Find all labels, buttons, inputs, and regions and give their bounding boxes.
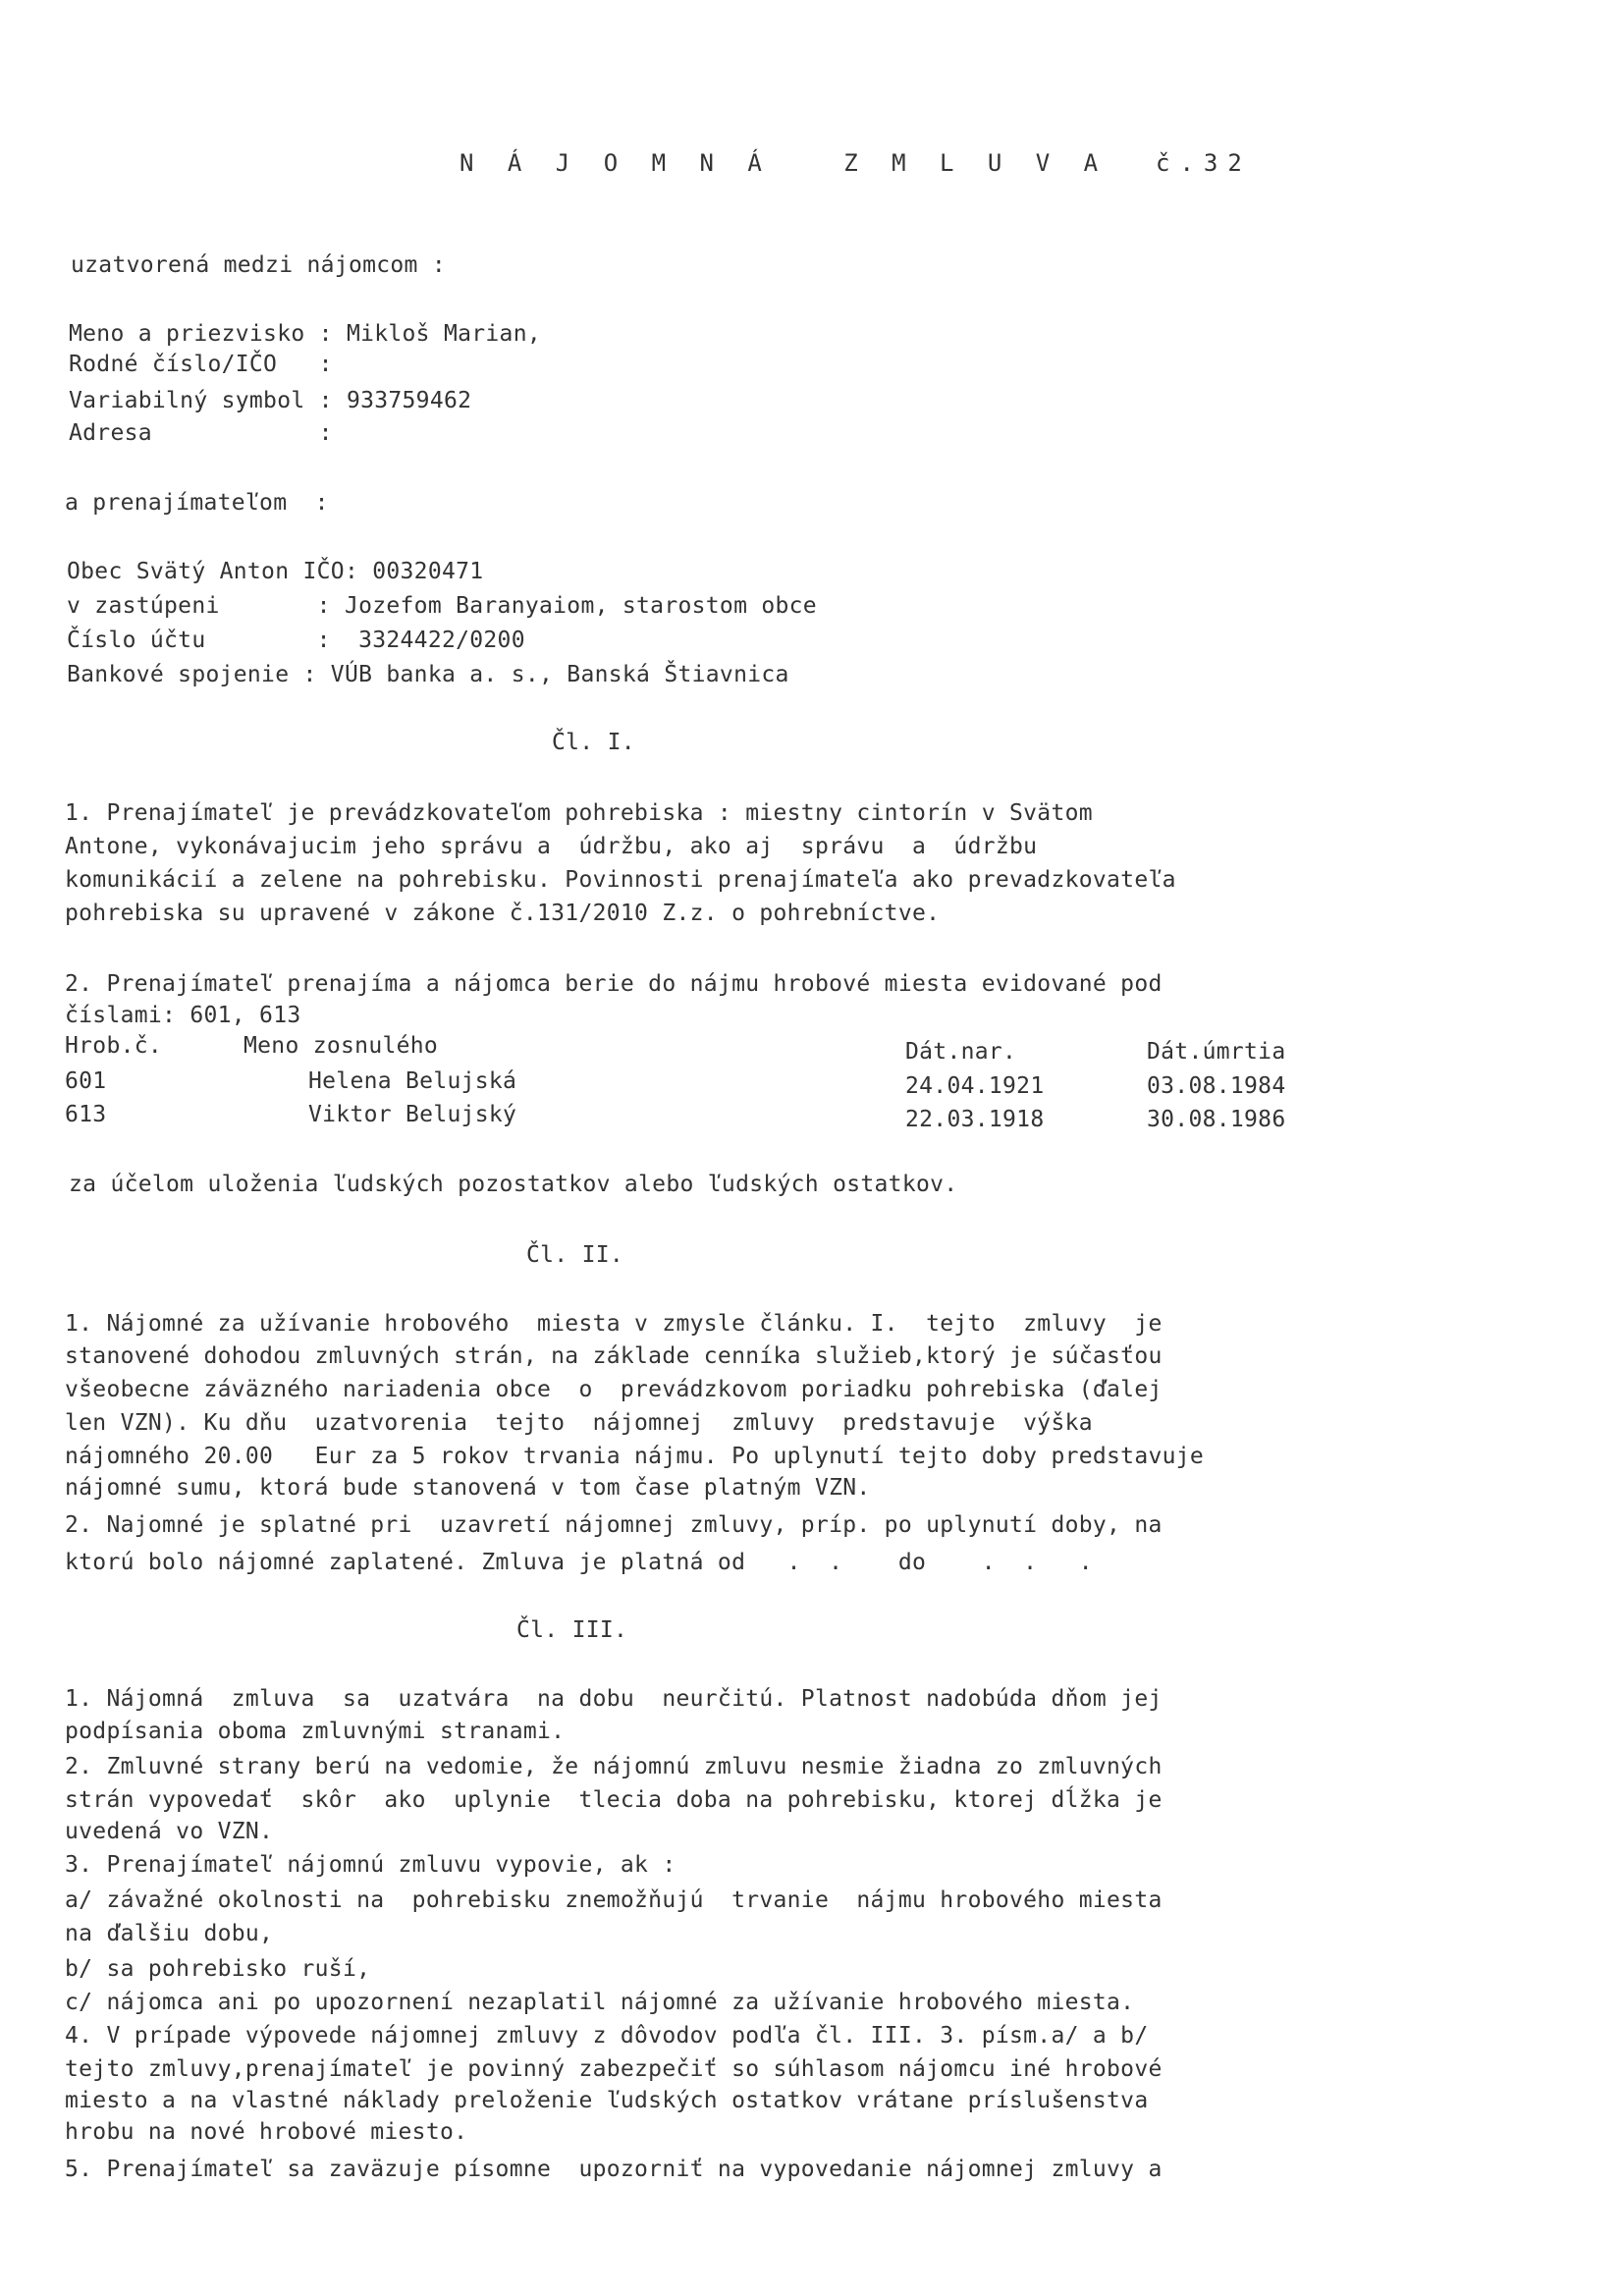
art1-p1-line-1: 1. Prenajímateľ je prevádzkovateľom pohrebiska : miestny cintorín v Svätom bbox=[65, 800, 1093, 826]
table-header-birth: Dát.nar. bbox=[905, 1039, 1017, 1065]
table-row-1-name: Helena Belujská bbox=[308, 1068, 517, 1094]
art1-p2-line-1: 2. Prenajímateľ prenajíma a nájomca berie do nájmu hrobové miesta evidované pod bbox=[65, 971, 1163, 997]
article-1-heading: Čl. I. bbox=[552, 730, 635, 755]
table-row-1-birth: 24.04.1921 bbox=[905, 1073, 1045, 1099]
tenant-id-line: Rodné číslo/IČO : bbox=[69, 352, 333, 377]
table-header-death: Dát.úmrtia bbox=[1147, 1039, 1286, 1065]
table-header-name: Meno zosnulého bbox=[243, 1033, 439, 1059]
art3-line-8: na ďalšiu dobu, bbox=[65, 1921, 274, 1946]
art3-line-13: miesto a na vlastné náklady preloženie ľudských ostatkov vrátane príslušenstva bbox=[65, 2088, 1149, 2113]
art2-line-8: ktorú bolo nájomné zaplatené. Zmluva je platná od . . do . . . bbox=[65, 1550, 1093, 1575]
art3-line-11: 4. V prípade výpovede nájomnej zmluvy z dôvodov podľa čl. III. 3. písm.a/ a b/ bbox=[65, 2023, 1149, 2049]
art2-line-7: 2. Najomné je splatné pri uzavretí nájomnej zmluvy, príp. po uplynutí doby, na bbox=[65, 1512, 1163, 1538]
landlord-bank-line: Bankové spojenie : VÚB banka a. s., Banská Štiavnica bbox=[67, 662, 789, 687]
art1-p1-line-3: komunikácií a zelene na pohrebisku. Povinnosti prenajímateľa ako prevadzkovateľa bbox=[65, 867, 1176, 893]
art2-line-3: všeobecne záväzného nariadenia obce o prevádzkovom poriadku pohrebiska (ďalej bbox=[65, 1377, 1163, 1402]
art3-line-9: b/ sa pohrebisko ruší, bbox=[65, 1956, 371, 1982]
table-header-grave-no: Hrob.č. bbox=[65, 1033, 163, 1059]
art1-p1-line-4: pohrebiska su upravené v zákone č.131/2010 Z.z. o pohrebníctve. bbox=[65, 901, 941, 926]
landlord-account-line: Číslo účtu : 3324422/0200 bbox=[67, 628, 525, 653]
art3-line-7: a/ závažné okolnosti na pohrebisku znemožňujú trvanie nájmu hrobového miesta bbox=[65, 1887, 1163, 1913]
art2-line-4: len VZN). Ku dňu uzatvorenia tejto nájomnej zmluvy predstavuje výška bbox=[65, 1410, 1093, 1436]
art2-line-6: nájomné sumu, ktorá bude stanovená v tom čase platným VZN. bbox=[65, 1475, 871, 1501]
table-row-2-birth: 22.03.1918 bbox=[905, 1107, 1045, 1132]
landlord-intro-line: a prenajímateľom : bbox=[65, 490, 329, 516]
art3-line-4: strán vypovedať skôr ako uplynie tlecia doba na pohrebisku, ktorej dĺžka je bbox=[65, 1787, 1163, 1813]
tenant-vs-line: Variabilný symbol : 933759462 bbox=[69, 388, 472, 413]
art3-line-3: 2. Zmluvné strany berú na vedomie, že nájomnú zmluvu nesmie žiadna zo zmluvných bbox=[65, 1754, 1163, 1779]
landlord-name-line: Obec Svätý Anton IČO: 00320471 bbox=[67, 559, 484, 584]
art3-line-5: uvedená vo VZN. bbox=[65, 1819, 274, 1844]
table-row-2-death: 30.08.1986 bbox=[1147, 1107, 1286, 1132]
table-row-2-name: Viktor Belujský bbox=[308, 1102, 517, 1127]
art2-line-1: 1. Nájomné za užívanie hrobového miesta v zmysle článku. I. tejto zmluvy je bbox=[65, 1311, 1163, 1337]
table-row-1-grave: 601 bbox=[65, 1068, 107, 1094]
art3-line-14: hrobu na nové hrobové miesto. bbox=[65, 2119, 468, 2145]
art1-p1-line-2: Antone, vykonávajucim jeho správu a údržbu, ako aj správu a údržbu bbox=[65, 834, 1038, 859]
article-2-heading: Čl. II. bbox=[526, 1242, 624, 1268]
tenant-address-line: Adresa : bbox=[69, 420, 333, 446]
art3-line-6: 3. Prenajímateľ nájomnú zmluvu vypovie, ak : bbox=[65, 1852, 676, 1878]
art1-p2-line-2: číslami: 601, 613 bbox=[65, 1003, 301, 1028]
art2-line-2: stanovené dohodou zmluvných strán, na základe cenníka služieb,ktorý je súčasťou bbox=[65, 1343, 1163, 1369]
art1-purpose-line: za účelom uloženia ľudských pozostatkov alebo ľudských ostatkov. bbox=[69, 1172, 958, 1197]
landlord-rep-line: v zastúpeni : Jozefom Baranyaiom, starostom obce bbox=[67, 593, 817, 619]
article-3-heading: Čl. III. bbox=[516, 1617, 628, 1643]
table-row-1-death: 03.08.1984 bbox=[1147, 1073, 1286, 1099]
intro-line: uzatvorená medzi nájomcom : bbox=[71, 252, 446, 278]
art3-line-2: podpísania oboma zmluvnými stranami. bbox=[65, 1719, 566, 1744]
art3-line-12: tejto zmluvy,prenajímateľ je povinný zabezpečiť so súhlasom nájomcu iné hrobové bbox=[65, 2056, 1163, 2082]
tenant-name-line: Meno a priezvisko : Mikloš Marian, bbox=[69, 321, 542, 347]
table-row-2-grave: 613 bbox=[65, 1102, 107, 1127]
document-title: N Á J O M N Á Z M L U V A č.32 bbox=[460, 149, 1252, 177]
art2-line-5: nájomného 20.00 Eur za 5 rokov trvania nájmu. Po uplynutí tejto doby predstavuje bbox=[65, 1444, 1205, 1469]
art3-line-15: 5. Prenajímateľ sa zaväzuje písomne upozorniť na vypovedanie nájomnej zmluvy a bbox=[65, 2157, 1163, 2182]
art3-line-10: c/ nájomca ani po upozornení nezaplatil nájomné za užívanie hrobového miesta. bbox=[65, 1990, 1135, 2015]
art3-line-1: 1. Nájomná zmluva sa uzatvára na dobu neurčitú. Platnost nadobúda dňom jej bbox=[65, 1686, 1163, 1712]
